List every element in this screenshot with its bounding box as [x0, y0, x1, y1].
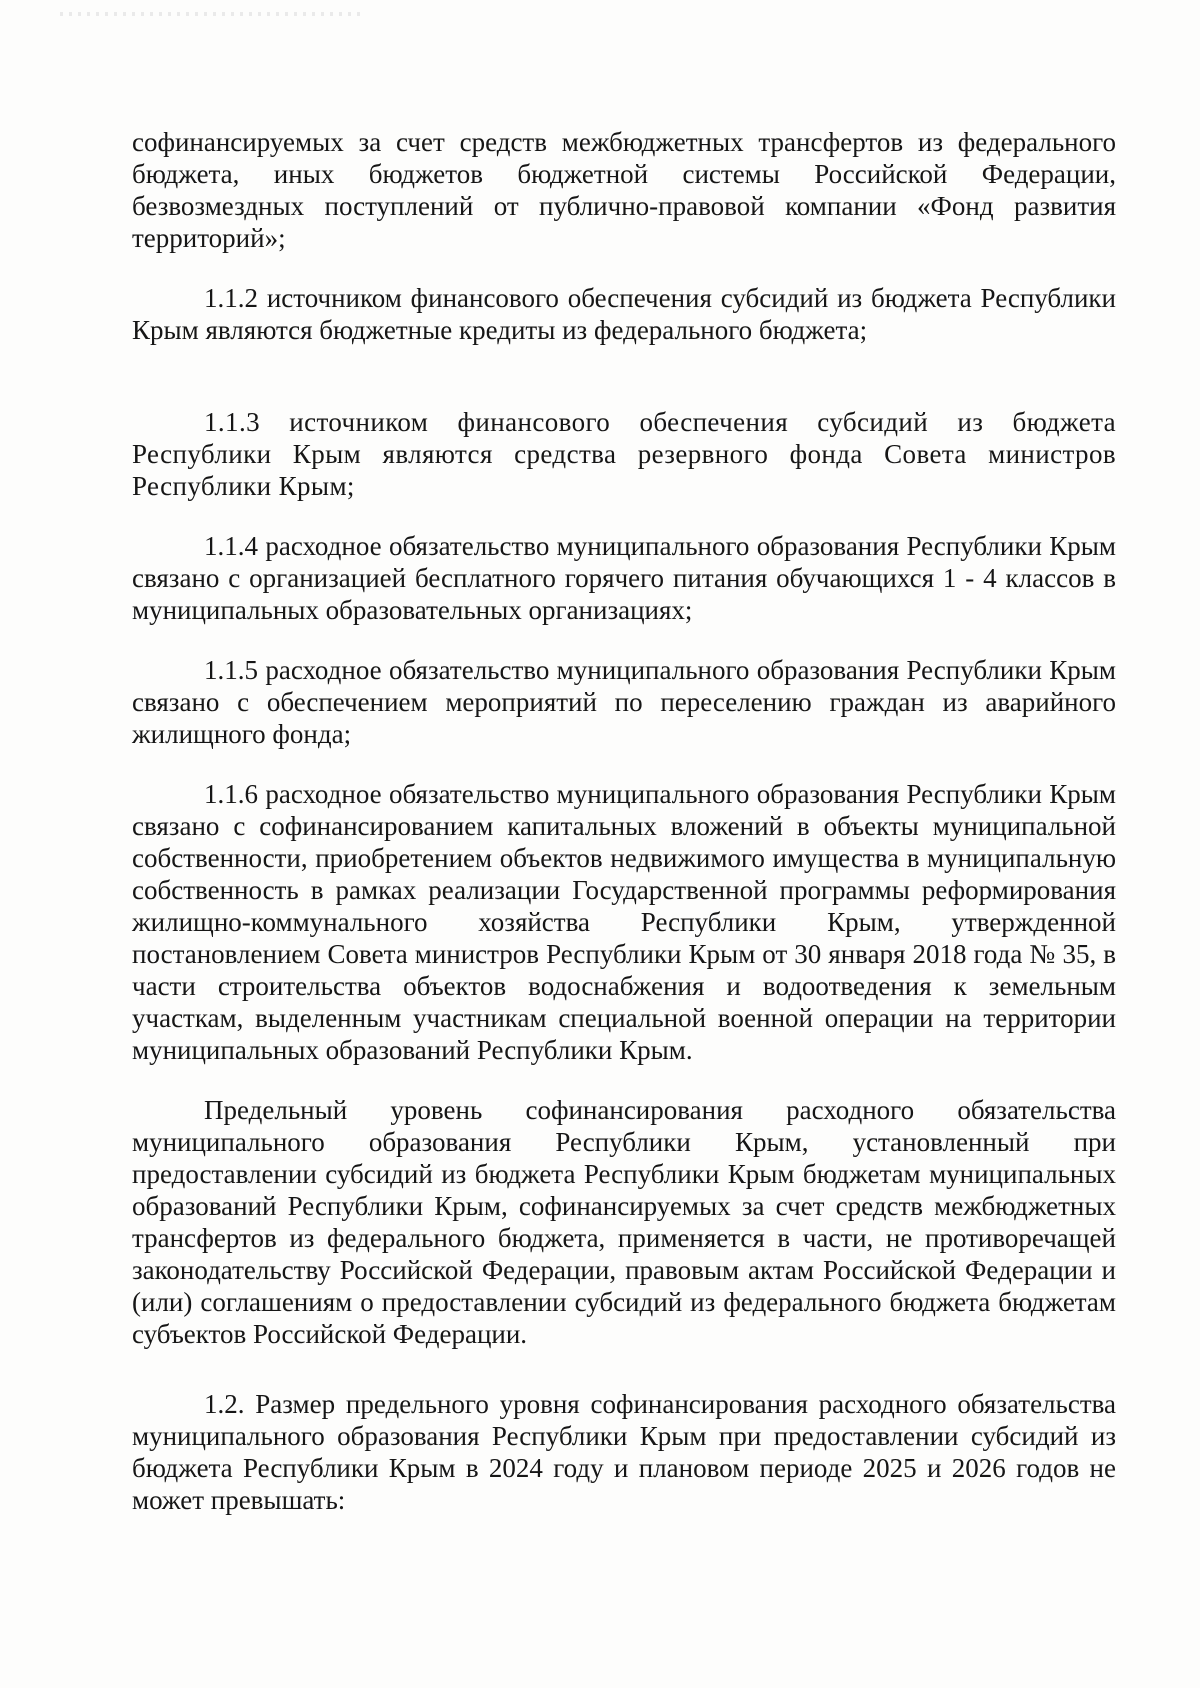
document-body	[132, 126, 1116, 1516]
paragraph-1-1-6: 1.1.6 расходное обязательство муниципального образования Республики Крым связано с софинансированием капитальных вложений в объекты муниципальной собственности, приобретением объектов недвижимого имущества в муниципальную собственность в рамках реализации Государственной программы реформирования жилищно-коммунального хозяйства Республики Крым, утвержденной постановлением Совета министров Республики Крым от 30 января 2018 года № 35, в части строительства объектов водоснабжения и водоотведения к земельным участкам, выделенным участникам специальной военной операции на территории муниципальных образований Республики Крым.	[132, 779, 1116, 1065]
paragraph-1-1-4: 1.1.4 расходное обязательство муниципального образования Республики Крым связано с организацией бесплатного горячего питания обучающихся 1 - 4 классов в муниципальных образовательных организациях;	[132, 531, 1116, 625]
paragraph-1-1-5: 1.1.5 расходное обязательство муниципального образования Республики Крым связано с обеспечением мероприятий по переселению граждан из аварийного жилищного фонда;	[132, 655, 1116, 749]
paragraph-1-2: 1.2. Размер предельного уровня софинансирования расходного обязательства муниципального образования Республики Крым при предоставлении субсидий из бюджета Республики Крым в 2024 году и плановом периоде 2025 и 2026 годов не может превышать:	[132, 1389, 1116, 1515]
paragraph-continuation: софинансируемых за счет средств межбюджетных трансфертов из федерального бюджета, иных бюджетов бюджетной системы Российской Федерации, безвозмездных поступлений от публично-правовой компании «Фонд развития территорий»;	[132, 127, 1116, 253]
scan-artifact	[60, 12, 360, 16]
paragraph-1-1-2: 1.1.2 источником финансового обеспечения субсидий из бюджета Республики Крым являются бюджетные кредиты из федерального бюджета;	[132, 283, 1116, 345]
paragraph-cofinancing-limit: Предельный уровень софинансирования расходного обязательства муниципального образования Республики Крым, установленный при предоставлении субсидий из бюджета Республики Крым бюджетам муниципальных образований Республики Крым, софинансируемых за счет средств межбюджетных трансфертов из федерального бюджета, применяется в части, не противоречащей законодательству Российской Федерации, правовым актам Российской Федерации и (или) соглашениям о предоставлении субсидий из федерального бюджета бюджетам субъектов Российской Федерации.	[132, 1095, 1116, 1349]
paragraph-1-1-3: 1.1.3 источником финансового обеспечения субсидий из бюджета Республики Крым являются средства резервного фонда Совета министров Республики Крым;	[132, 407, 1116, 501]
